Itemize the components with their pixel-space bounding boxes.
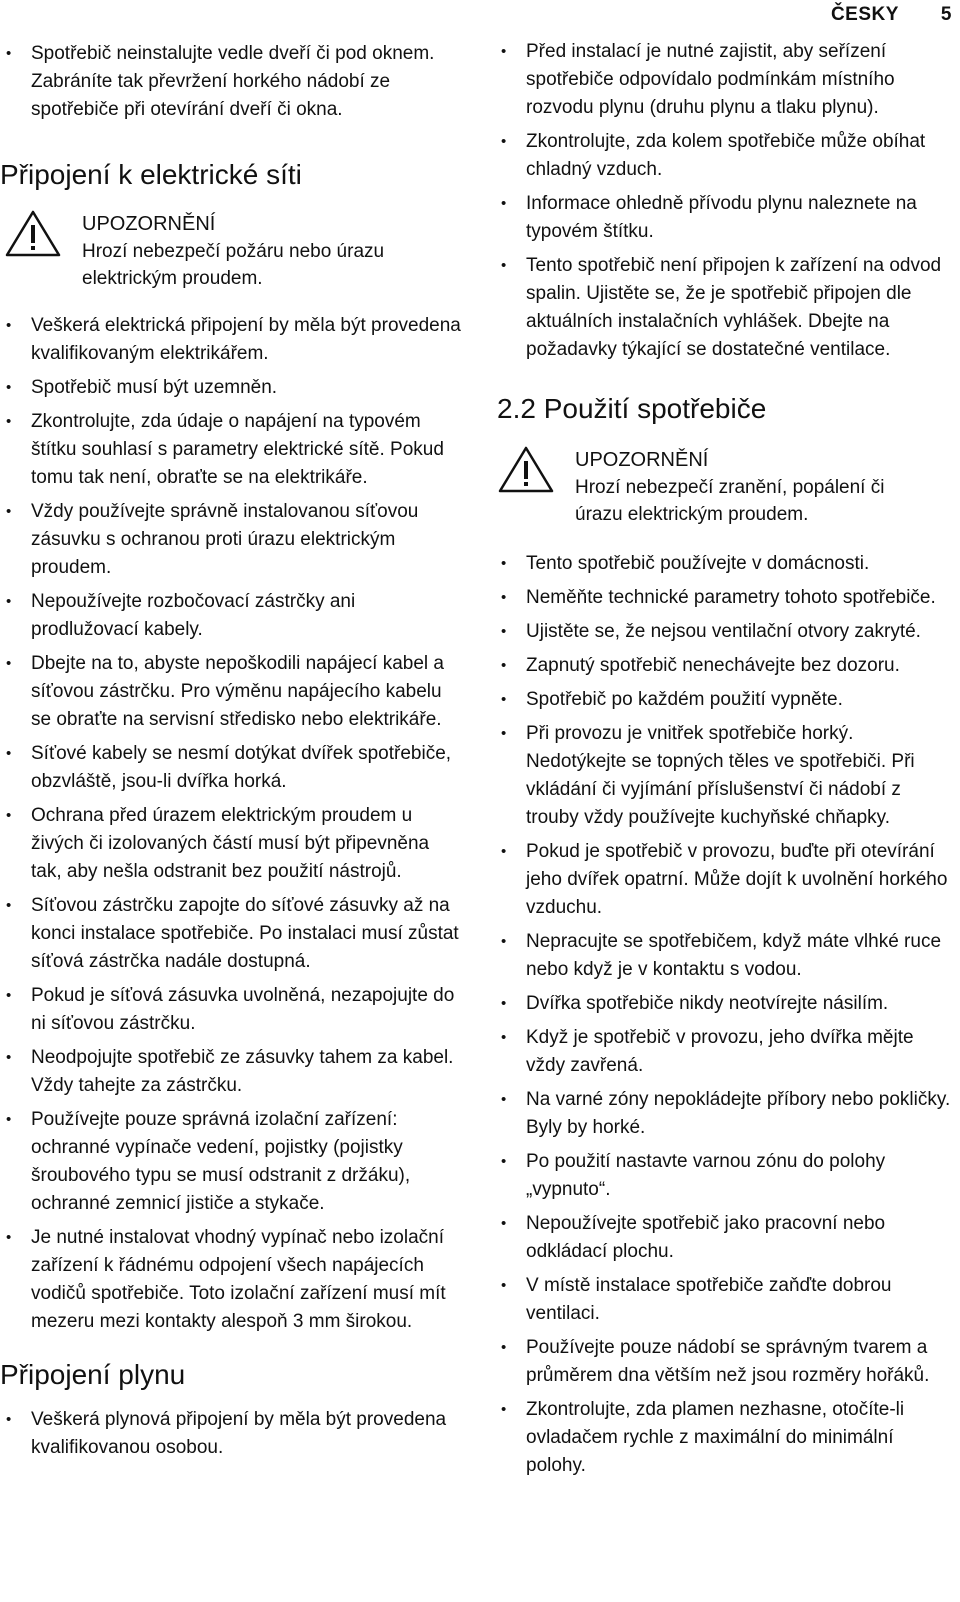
warning-title: UPOZORNĚNÍ bbox=[575, 449, 709, 471]
list-item: • Po použití nastavte varnou zónu do polohy „vypnuto“. bbox=[495, 1148, 953, 1204]
list-item: • Spotřebič musí být uzemněn. bbox=[0, 374, 465, 402]
list-item: • Používejte pouze nádobí se správným tvarem a průměrem dna větším než jsou rozměry hořáků. bbox=[495, 1334, 953, 1390]
list-item: • Vždy používejte správně instalovanou síťovou zásuvku s ochranou proti úrazu elektrickým proudem. bbox=[0, 498, 465, 582]
warning-text: Hrozí nebezpečí požáru nebo úrazu elektrickým proudem. bbox=[82, 241, 385, 289]
section-heading-electric: Připojení k elektrické síti bbox=[0, 159, 302, 190]
list-item: • Když je spotřebič v provozu, jeho dvířka mějte vždy zavřená. bbox=[495, 1024, 953, 1080]
page-number: 5 bbox=[940, 4, 952, 25]
list-item: • Ujistěte se, že nejsou ventilační otvory zakryté. bbox=[495, 618, 953, 646]
list-item: • Veškerá elektrická připojení by měla být provedena kvalifikovaným elektrikářem. bbox=[0, 312, 465, 368]
list-item: • Zkontrolujte, zda údaje o napájení na typovém štítku souhlasí s parametry elektrické sítě. Pokud tomu tak není, obraťte se na elektrikáře. bbox=[0, 408, 465, 492]
list-item: • Neodpojujte spotřebič ze zásuvky tahem za kabel. Vždy tahejte za zástrčku. bbox=[0, 1044, 465, 1100]
list-item: • Spotřebič po každém použití vypněte. bbox=[495, 686, 953, 714]
list-item: • Informace ohledně přívodu plynu naleznete na typovém štítku. bbox=[495, 190, 953, 246]
list-item: • Dbejte na to, abyste nepoškodili napájecí kabel a síťovou zástrčku. Pro výměnu napájecího kabelu se obraťte na servisní středisko nebo elektrikáře. bbox=[0, 650, 465, 734]
section-heading-gas: Připojení plynu bbox=[0, 1359, 186, 1390]
warning-use bbox=[495, 444, 953, 528]
list-item: • Zapnutý spotřebič nenechávejte bez dozoru. bbox=[495, 652, 953, 680]
right-column bbox=[495, 38, 953, 1486]
warning-triangle-icon bbox=[4, 208, 62, 263]
list-item: • Nepoužívejte rozbočovací zástrčky ani prodlužovací kabely. bbox=[0, 588, 465, 644]
list-item: • Používejte pouze správná izolační zařízení: ochranné vypínače vedení, pojistky (pojistky šroubového typu se musí odstranit z držáku), ochranné zemnicí jističe a stykače. bbox=[0, 1106, 465, 1218]
warning-triangle-icon bbox=[497, 444, 555, 499]
list-item: • Veškerá plynová připojení by měla být provedena kvalifikovanou osobou. bbox=[0, 1406, 465, 1462]
list-item: • Tento spotřebič není připojen k zařízení na odvod spalin. Ujistěte se, že je spotřebič připojen dle aktuálních instalačních vyhlášek. Dbejte na požadavky týkající se dostatečné ventilace. bbox=[495, 252, 953, 364]
section-heading-use: 2.2 Použití spotřebiče bbox=[497, 393, 767, 424]
warning-electric bbox=[0, 208, 465, 292]
list-item: • Zkontrolujte, zda plamen nezhasne, otočíte-li ovladačem rychle z maximální do minimální polohy. bbox=[495, 1396, 953, 1480]
gas-list-continued bbox=[495, 38, 953, 364]
list-item: • Pokud je síťová zásuvka uvolněná, nezapojujte do ni síťovou zástrčku. bbox=[0, 982, 465, 1038]
use-list bbox=[495, 550, 953, 1480]
list-item: • V místě instalace spotřebiče zaňďte dobrou ventilaci. bbox=[495, 1272, 953, 1328]
gas-list bbox=[0, 1406, 465, 1462]
left-column bbox=[0, 40, 465, 1468]
electric-list bbox=[0, 312, 465, 1336]
intro-list bbox=[0, 40, 465, 124]
list-item: • Neměňte technické parametry tohoto spotřebiče. bbox=[495, 584, 953, 612]
warning-title: UPOZORNĚNÍ bbox=[82, 213, 216, 235]
list-item: • Je nutné instalovat vhodný vypínač nebo izolační zařízení k řádnému odpojení všech napájecích vodičů spotřebiče. Toto izolační zařízení musí mít mezeru mezi kontakty alespoň 3 mm širokou. bbox=[0, 1224, 465, 1336]
list-item: • Při provozu je vnitřek spotřebiče horký. Nedotýkejte se topných těles ve spotřebiči. Při vkládání či vyjímání příslušenství či nádobí z trouby vždy používejte kuchyňské chňapky. bbox=[495, 720, 953, 832]
list-item: • Síťovou zástrčku zapojte do síťové zásuvky až na konci instalace spotřebiče. Po instalaci musí zůstat síťová zástrčka nadále dostupná. bbox=[0, 892, 465, 976]
page-header bbox=[831, 4, 952, 26]
list-item: • Tento spotřebič používejte v domácnosti. bbox=[495, 550, 953, 578]
list-item: • Pokud je spotřebič v provozu, buďte při otevírání jeho dvířek opatrní. Může dojít k uvolnění horkého vzduchu. bbox=[495, 838, 953, 922]
list-item: • Nepoužívejte spotřebič jako pracovní nebo odkládací plochu. bbox=[495, 1210, 953, 1266]
warning-text: Hrozí nebezpečí zranění, popálení či úrazu elektrickým proudem. bbox=[575, 477, 885, 525]
list-item: • Nepracujte se spotřebičem, když máte vlhké ruce nebo když je v kontaktu s vodou. bbox=[495, 928, 953, 984]
list-item: • Ochrana před úrazem elektrickým proudem u živých či izolovaných částí musí být připevněna tak, aby nešla odstranit bez použití nástrojů. bbox=[0, 802, 465, 886]
list-item: • Zkontrolujte, zda kolem spotřebiče může obíhat chladný vzduch. bbox=[495, 128, 953, 184]
list-item: • Síťové kabely se nesmí dotýkat dvířek spotřebiče, obzvláště, jsou-li dvířka horká. bbox=[0, 740, 465, 796]
language-label: ČESKY bbox=[830, 4, 899, 25]
list-item: • Dvířka spotřebiče nikdy neotvírejte násilím. bbox=[495, 990, 953, 1018]
list-item: • Spotřebič neinstalujte vedle dveří či pod oknem. Zabráníte tak převržení horkého nádobí ze spotřebiče při otevírání dveří či okna. bbox=[0, 40, 465, 124]
list-item: • Na varné zóny nepokládejte příbory nebo pokličky. Byly by horké. bbox=[495, 1086, 953, 1142]
list-item: • Před instalací je nutné zajistit, aby seřízení spotřebiče odpovídalo podmínkám místního rozvodu plynu (druhu plynu a tlaku plynu). bbox=[495, 38, 953, 122]
